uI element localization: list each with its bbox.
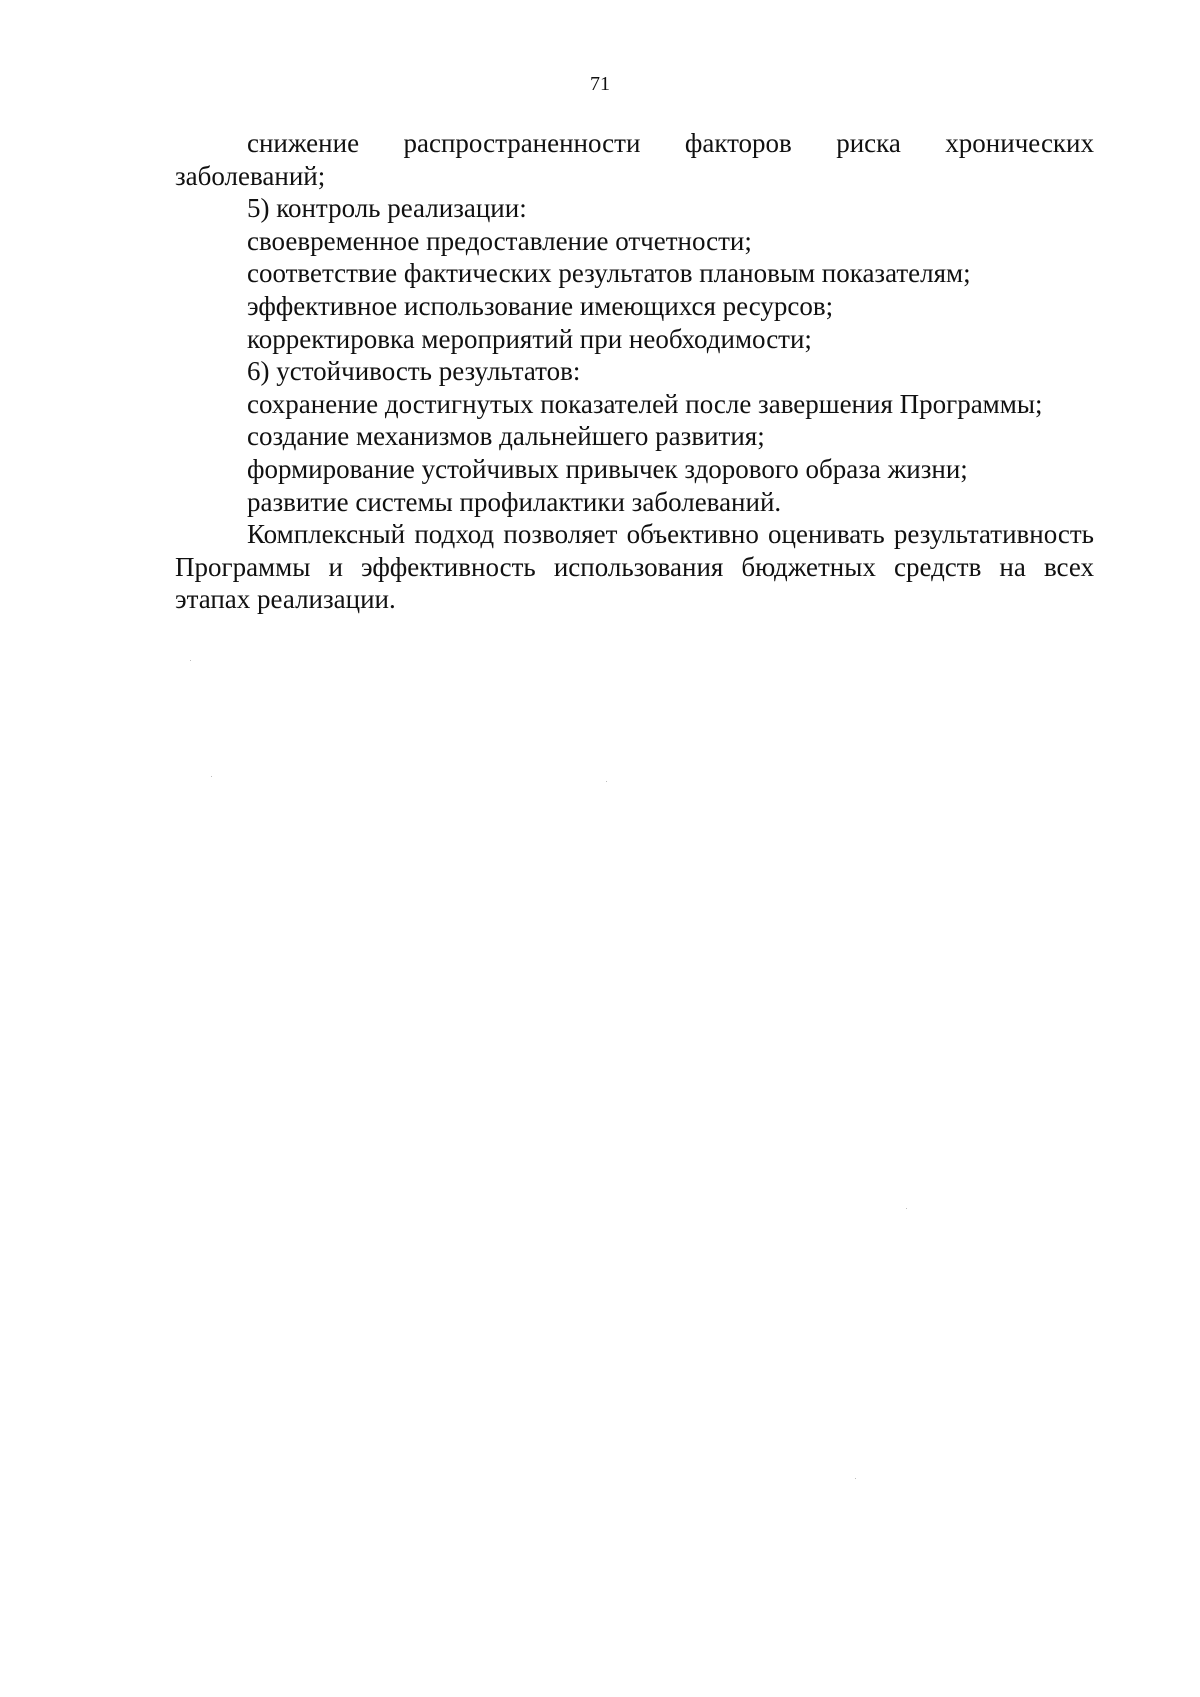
paragraph-adjustment: корректировка мероприятий при необходимости; <box>247 323 812 354</box>
scan-speck <box>906 1208 907 1209</box>
paragraph-healthy-habits: формирование устойчивых привычек здорового образа жизни; <box>247 453 968 484</box>
paragraph-preservation: сохранение достигнутых показателей после завершения Программы; <box>247 388 1043 419</box>
paragraph-resource-use: эффективное использование имеющихся ресурсов; <box>247 290 834 321</box>
page-number: 71 <box>590 73 610 95</box>
scan-speck <box>855 1478 856 1479</box>
scan-speck <box>190 660 191 661</box>
paragraph-timely-reporting: своевременное предоставление отчетности; <box>247 225 752 256</box>
body-text <box>175 127 1094 616</box>
paragraph-results-match: соответствие фактических результатов плановым показателям; <box>247 258 971 289</box>
paragraph-sustainability-heading: 6) устойчивость результатов: <box>247 356 581 387</box>
paragraph-mechanisms: создание механизмов дальнейшего развития; <box>247 421 765 452</box>
paragraph-control-heading: 5) контроль реализации: <box>247 193 527 224</box>
scan-speck <box>606 781 607 782</box>
paragraph-prevention-system: развитие системы профилактики заболеваний. <box>247 486 782 517</box>
scan-speck <box>211 776 212 777</box>
paragraph-conclusion: Комплексный подход позволяет объективно оценивать результативность Программы и эффективность использования бюджетных средств на всех этапах реализации. <box>175 519 1094 615</box>
paragraph-risk-factors: снижение распространенности факторов риска хронических заболеваний; <box>175 128 1094 191</box>
